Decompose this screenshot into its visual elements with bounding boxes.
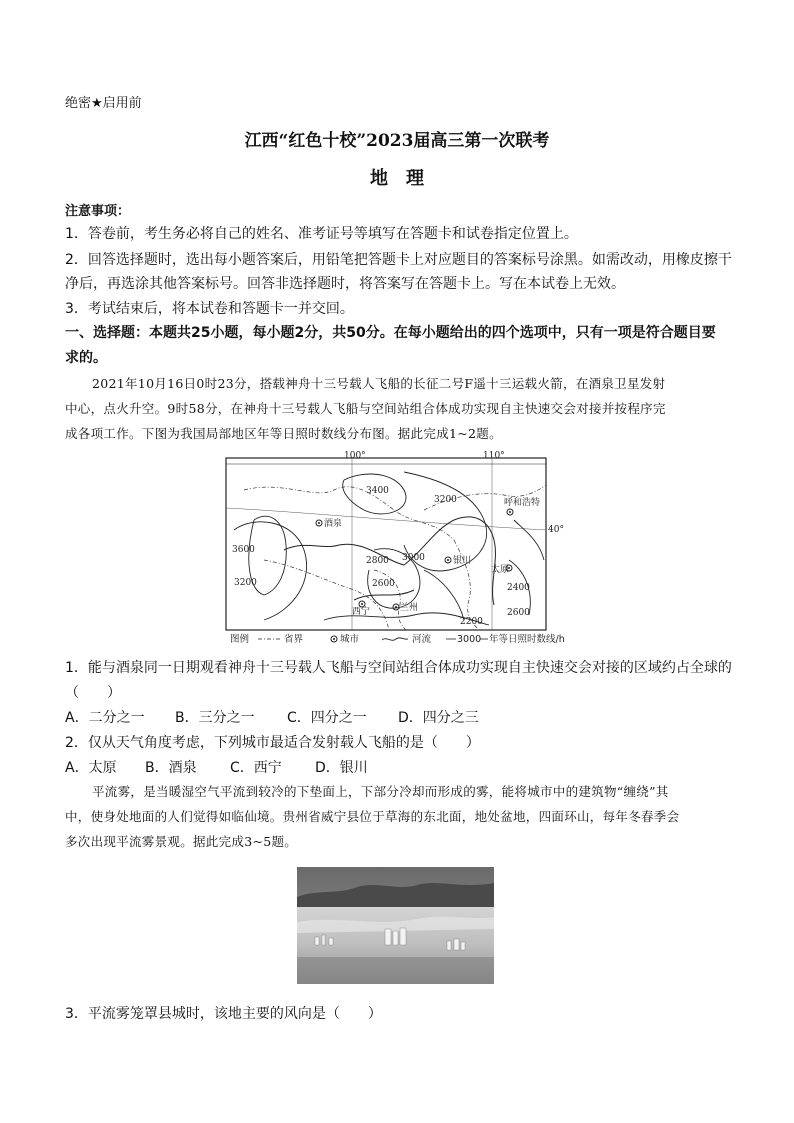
city-label: 银川: [453, 556, 472, 566]
question-1-option-b: B．三分之一: [175, 710, 255, 726]
exam-title: 江西“红色十校”2023届高三第一次联考: [244, 131, 550, 151]
isoline-label: 2600: [507, 608, 530, 618]
question-2-option-c: C．西宁: [230, 760, 282, 776]
question-3-stem: 3．平流雾笼罩县城时，该地主要的风向是（ ）: [65, 1006, 382, 1022]
isoline-label: 3200: [434, 495, 457, 505]
passage-line: 多次出现平流雾景观。据此完成3~5题。: [65, 834, 298, 849]
isoline-label: 2200: [460, 617, 483, 627]
question-2-option-b: B．酒泉: [145, 760, 197, 776]
advection-fog-photo: [297, 867, 494, 984]
legend-city: 城市: [340, 634, 360, 645]
subject-title: 地 理: [370, 168, 424, 189]
isoline-label: 3600: [232, 545, 255, 555]
city-label: 兰州: [400, 603, 419, 613]
legend-isoline-desc: 年等日照时数线/h: [489, 634, 565, 645]
lat-label-40: 40°: [548, 525, 564, 535]
isoline-label: 2400: [507, 583, 530, 593]
isoline-label: 3000: [402, 553, 425, 563]
legend-river: 河流: [412, 634, 432, 645]
isoline-label: 2800: [366, 556, 389, 566]
sunshine-hours-map: [224, 450, 578, 648]
map-legend: [230, 633, 565, 645]
section-heading: 一、选择题：本题共25小题，每小题2分，共50分。在每小题给出的四个选项中，只有一项是符合题目要: [65, 325, 716, 341]
notice-item: 2．回答选择题时，选出每小题答案后，用铅笔把答题卡上对应题目的答案标号涂黑。如需改动，用橡皮擦干: [65, 252, 732, 268]
map-frame: [226, 458, 546, 630]
question-2-stem: 2．仅从天气角度考虑，下列城市最适合发射载人飞船的是（ ）: [65, 735, 480, 751]
isoline-label: 3200: [234, 578, 257, 588]
question-2-option-d: D．银川: [315, 760, 368, 776]
passage-line: 2021年10月16日0时23分，搭载神舟十三号载人飞船的长征二号F遥十三运载火箭，在酒泉卫星发射: [92, 376, 666, 391]
notice-heading: 注意事项：: [65, 204, 131, 219]
city-label: 呼和浩特: [504, 498, 541, 508]
isoline-label: 2600: [372, 579, 395, 589]
passage-line: 成各项工作。下图为我国局部地区年等日照时数线分布图。据此完成1~2题。: [65, 426, 502, 441]
question-1-stem: 1．能与酒泉同一日期观看神舟十三号载人飞船与空间站组合体成功实现自主快速交会对接的区域约占全球的: [65, 660, 732, 676]
question-1-stem-cont: （ ）: [65, 685, 121, 701]
passage-line: 中心，点火升空。9时58分，在神舟十三号载人飞船与空间站组合体成功实现自主快速交会对接并按程序完: [65, 401, 666, 416]
isoline-label: 3400: [366, 486, 389, 496]
city-label: 太原: [491, 565, 510, 575]
legend-isoline-value: 3000: [457, 634, 482, 645]
secret-label: 绝密★启用前: [65, 96, 142, 111]
notice-item: 净后，再选涂其他答案标号。回答非选择题时，将答案写在答题卡上。写在本试卷上无效。: [65, 276, 625, 292]
city-label: 西宁: [352, 607, 371, 617]
notice-item: 1．答卷前，考生务必将自己的姓名、准考证号等填写在答题卡和试卷指定位置上。: [65, 226, 578, 242]
legend-title: 图例: [230, 634, 250, 645]
notice-item: 3．考试结束后，将本试卷和答题卡一并交回。: [65, 301, 354, 317]
passage-line: 平流雾，是当暖湿空气平流到较冷的下垫面上，下部分冷却而形成的雾，能将城市中的建筑物“缠绕”其: [92, 784, 669, 799]
lon-label-100: 100°: [344, 451, 366, 461]
lon-label-110: 110°: [483, 451, 505, 461]
question-1-option-a: A．二分之一: [65, 710, 145, 726]
legend-province: 省界: [284, 634, 304, 645]
city-label: 酒泉: [324, 519, 343, 529]
question-1-option-c: C．四分之一: [287, 710, 367, 726]
isolines: [234, 472, 544, 625]
question-2-option-a: A．太原: [65, 760, 117, 776]
section-heading-cont: 求的。: [65, 350, 107, 366]
question-1-option-d: D．四分之三: [398, 710, 479, 726]
passage-line: 中，使身处地面的人们觉得如临仙境。贵州省威宁县位于草海的东北面，地处盆地，四面环山，每年冬春季会: [65, 809, 680, 824]
